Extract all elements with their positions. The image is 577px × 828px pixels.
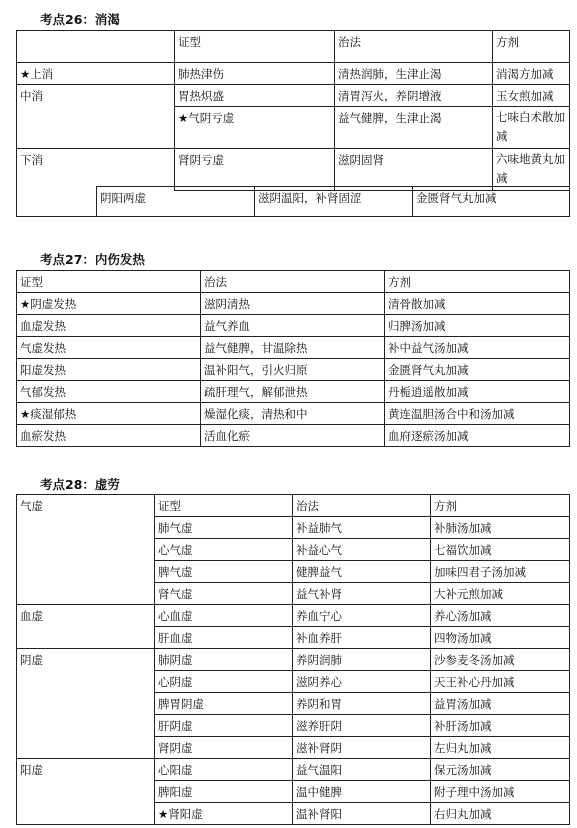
type-cell: ★肾阳虚 <box>155 803 293 825</box>
formula-cell: 保元汤加减 <box>431 759 570 781</box>
method-cell: 养阴和胃 <box>293 693 431 715</box>
type-cell: 肺热津伤 <box>175 63 335 85</box>
method-cell: 补益心气 <box>293 539 431 561</box>
table-header-row <box>17 271 570 293</box>
method-cell: 滋阴养心 <box>293 671 431 693</box>
group-label: 下消 <box>17 149 175 191</box>
formula-cell: 附子理中汤加减 <box>431 781 570 803</box>
section27-table <box>16 270 570 447</box>
formula-cell: 左归丸加减 <box>431 737 570 759</box>
formula-cell: 六味地黄丸加减 <box>493 149 570 191</box>
section28-title: 考点28：虚劳 <box>40 477 120 492</box>
table-row <box>17 381 570 403</box>
method-cell: 滋阴固肾 <box>335 149 493 191</box>
header-blank <box>17 31 175 63</box>
formula-cell: 血府逐瘀汤加减 <box>385 425 570 447</box>
table-row <box>17 403 570 425</box>
header-method: 治法 <box>293 495 431 517</box>
type-cell: 心气虚 <box>155 539 293 561</box>
type-cell: 脾胃阴虚 <box>155 693 293 715</box>
type-cell: 心血虚 <box>155 605 293 627</box>
type-cell: 肾阴亏虚 <box>175 149 335 191</box>
table-row <box>17 315 570 337</box>
type-cell: 阴阳两虚 <box>97 187 255 217</box>
table-row <box>17 359 570 381</box>
header-type: 证型 <box>175 31 335 63</box>
header-formula: 方剂 <box>493 31 570 63</box>
section27-title: 考点27：内伤发热 <box>40 252 145 267</box>
method-cell: 益气健脾，甘温除热 <box>201 337 385 359</box>
table-row <box>17 293 570 315</box>
method-cell: 燥湿化痰，清热和中 <box>201 403 385 425</box>
formula-cell: 金匮肾气丸加减 <box>385 359 570 381</box>
formula-cell: 玉女煎加减 <box>493 85 570 107</box>
formula-cell: 黄连温胆汤合中和汤加减 <box>385 403 570 425</box>
type-cell: 脾气虚 <box>155 561 293 583</box>
type-cell: 阳虚发热 <box>17 359 201 381</box>
table-row <box>17 149 570 191</box>
table-row <box>17 759 570 781</box>
method-cell: 益气养血 <box>201 315 385 337</box>
method-cell: 滋补肾阴 <box>293 737 431 759</box>
table-row <box>17 649 570 671</box>
group-label: 中消 <box>17 85 175 149</box>
type-cell: 胃热炽盛 <box>175 85 335 107</box>
type-cell: 肝阴虚 <box>155 715 293 737</box>
method-cell: 补益肺气 <box>293 517 431 539</box>
section28-table <box>16 494 570 825</box>
method-cell: 益气温阳 <box>293 759 431 781</box>
formula-cell: 清骨散加减 <box>385 293 570 315</box>
type-cell: 气虚发热 <box>17 337 201 359</box>
formula-cell: 大补元煎加减 <box>431 583 570 605</box>
type-cell: 肾气虚 <box>155 583 293 605</box>
method-cell: 补血养肝 <box>293 627 431 649</box>
header-method: 治法 <box>335 31 493 63</box>
section26-table <box>16 30 570 191</box>
table-row <box>17 187 570 217</box>
type-cell: 心阴虚 <box>155 671 293 693</box>
table-row <box>17 85 570 107</box>
method-cell: 滋养肝阴 <box>293 715 431 737</box>
formula-cell: 四物汤加减 <box>431 627 570 649</box>
type-cell: ★痰湿郁热 <box>17 403 201 425</box>
type-cell: 肝血虚 <box>155 627 293 649</box>
table-row <box>17 337 570 359</box>
formula-cell: 天王补心丹加减 <box>431 671 570 693</box>
formula-cell: 补肝汤加减 <box>431 715 570 737</box>
header-type: 证型 <box>17 271 201 293</box>
formula-cell: 右归丸加减 <box>431 803 570 825</box>
group-label: 气虚 <box>17 495 155 605</box>
method-cell: 活血化瘀 <box>201 425 385 447</box>
header-method: 治法 <box>201 271 385 293</box>
group-label: ★上消 <box>17 63 175 85</box>
header-formula: 方剂 <box>385 271 570 293</box>
table-row <box>17 605 570 627</box>
type-cell: 肺气虚 <box>155 517 293 539</box>
formula-cell: 丹栀逍遥散加减 <box>385 381 570 403</box>
group-label: 血虚 <box>17 605 155 649</box>
method-cell: 益气补肾 <box>293 583 431 605</box>
type-cell: ★气阴亏虚 <box>175 107 335 149</box>
type-cell: ★阴虚发热 <box>17 293 201 315</box>
formula-cell: 加味四君子汤加减 <box>431 561 570 583</box>
formula-cell: 补肺汤加减 <box>431 517 570 539</box>
method-cell: 健脾益气 <box>293 561 431 583</box>
group-label: 阴虚 <box>17 649 155 759</box>
type-cell: 心阳虚 <box>155 759 293 781</box>
method-cell: 清热润肺，生津止渴 <box>335 63 493 85</box>
table-header-row <box>17 495 570 517</box>
header-formula: 方剂 <box>431 495 570 517</box>
formula-cell: 七福饮加减 <box>431 539 570 561</box>
section26-title: 考点26：消渴 <box>40 12 120 27</box>
formula-cell: 七味白术散加减 <box>493 107 570 149</box>
type-cell: 血虚发热 <box>17 315 201 337</box>
method-cell: 养阴润肺 <box>293 649 431 671</box>
method-cell: 疏肝理气，解郁泄热 <box>201 381 385 403</box>
formula-cell: 消渴方加减 <box>493 63 570 85</box>
formula-cell: 益胃汤加减 <box>431 693 570 715</box>
formula-cell: 补中益气汤加减 <box>385 337 570 359</box>
method-cell: 温中健脾 <box>293 781 431 803</box>
method-cell: 滋阴清热 <box>201 293 385 315</box>
table-row <box>17 425 570 447</box>
formula-cell: 金匮肾气丸加减 <box>413 187 570 217</box>
section26-extra-row <box>16 186 570 217</box>
header-type: 证型 <box>155 495 293 517</box>
formula-cell: 养心汤加减 <box>431 605 570 627</box>
type-cell: 气郁发热 <box>17 381 201 403</box>
method-cell: 清胃泻火，养阴增液 <box>335 85 493 107</box>
formula-cell: 沙参麦冬汤加减 <box>431 649 570 671</box>
method-cell: 益气健脾，生津止渴 <box>335 107 493 149</box>
table-header-row <box>17 31 570 63</box>
table-row <box>17 63 570 85</box>
method-cell: 温补肾阳 <box>293 803 431 825</box>
method-cell: 温补阳气，引火归原 <box>201 359 385 381</box>
type-cell: 肺阴虚 <box>155 649 293 671</box>
blank-cell <box>17 187 97 217</box>
group-label: 阳虚 <box>17 759 155 825</box>
type-cell: 肾阴虚 <box>155 737 293 759</box>
type-cell: 脾阳虚 <box>155 781 293 803</box>
formula-cell: 归脾汤加减 <box>385 315 570 337</box>
type-cell: 血瘀发热 <box>17 425 201 447</box>
method-cell: 养血宁心 <box>293 605 431 627</box>
method-cell: 滋阴温阳，补肾固涩 <box>255 187 413 217</box>
